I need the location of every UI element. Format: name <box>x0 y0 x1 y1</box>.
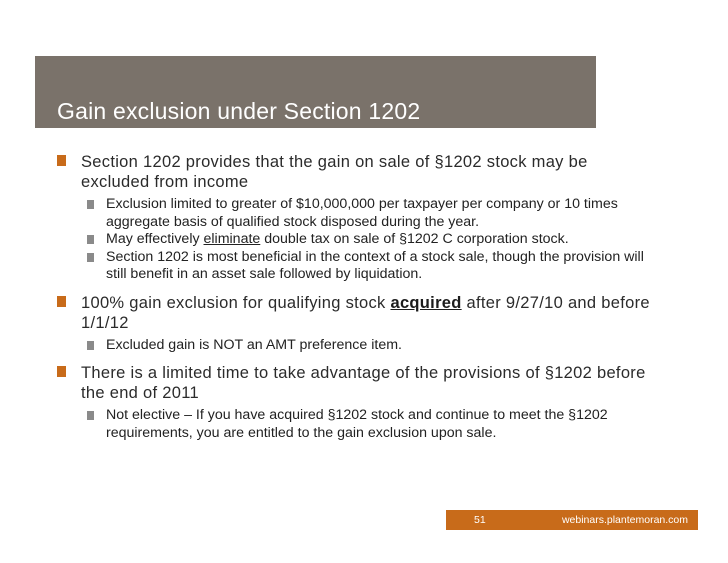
bullet-1 <box>60 152 660 192</box>
bullet-square-icon <box>57 366 66 377</box>
bullet-1-sub-3 <box>60 249 660 284</box>
sub-bullet-square-icon <box>87 235 94 244</box>
page-number: 51 <box>474 514 486 526</box>
bullet-1-sub-2 <box>60 231 660 249</box>
slide-title: Gain exclusion under Section 1202 <box>57 98 421 124</box>
sub-bullet-square-icon <box>87 341 94 350</box>
title-bar <box>35 56 596 128</box>
bullet-3-sub-1-text: Not elective – If you have acquired §1202 stock and continue to meet the §1202 requirements, you are entitled to the gain exclusion upon sale. <box>106 407 608 441</box>
bullet-3-sub-1 <box>60 407 660 442</box>
bullet-square-icon <box>57 155 66 166</box>
footer-url: webinars.plantemoran.com <box>561 514 688 526</box>
bullet-1-sub-2-pre: May effectively <box>106 231 204 247</box>
slide-content <box>60 152 660 442</box>
footer-bar <box>446 510 698 530</box>
bullet-1-sub-2-post: double tax on sale of §1202 C corporation stock. <box>260 231 569 247</box>
sub-bullet-square-icon <box>87 200 94 209</box>
bullet-1-sub-1-text: Exclusion limited to greater of $10,000,000 per taxpayer per company or 10 times aggregate basis of qualified stock disposed during the year. <box>106 196 618 230</box>
bullet-1-sub-3-text: Section 1202 is most beneficial in the context of a stock sale, though the provision will still benefit in an asset sale followed by liquidation. <box>106 248 644 282</box>
bullet-1-sub-2-emphasis: eliminate <box>203 231 261 247</box>
bullet-2 <box>60 293 660 333</box>
sub-bullet-square-icon <box>87 411 94 420</box>
bullet-1-sub-1 <box>60 196 660 231</box>
bullet-2-post: after 9/27/10 and before 1/1/12 <box>81 293 650 332</box>
bullet-1-text: Section 1202 provides that the gain on sale of §1202 stock may be excluded from income <box>81 153 588 191</box>
bullet-2-sub-1 <box>60 337 660 355</box>
sub-bullet-square-icon <box>87 253 94 262</box>
bullet-2-sub-1-text: Excluded gain is NOT an AMT preference item. <box>106 336 402 353</box>
bullet-2-emphasis: acquired <box>390 293 462 312</box>
bullet-square-icon <box>57 296 66 307</box>
bullet-2-pre: 100% gain exclusion for qualifying stock <box>81 293 391 312</box>
bullet-3-text: There is a limited time to take advantage of the provisions of §1202 before the end of 2011 <box>81 364 646 402</box>
bullet-3 <box>60 363 660 403</box>
